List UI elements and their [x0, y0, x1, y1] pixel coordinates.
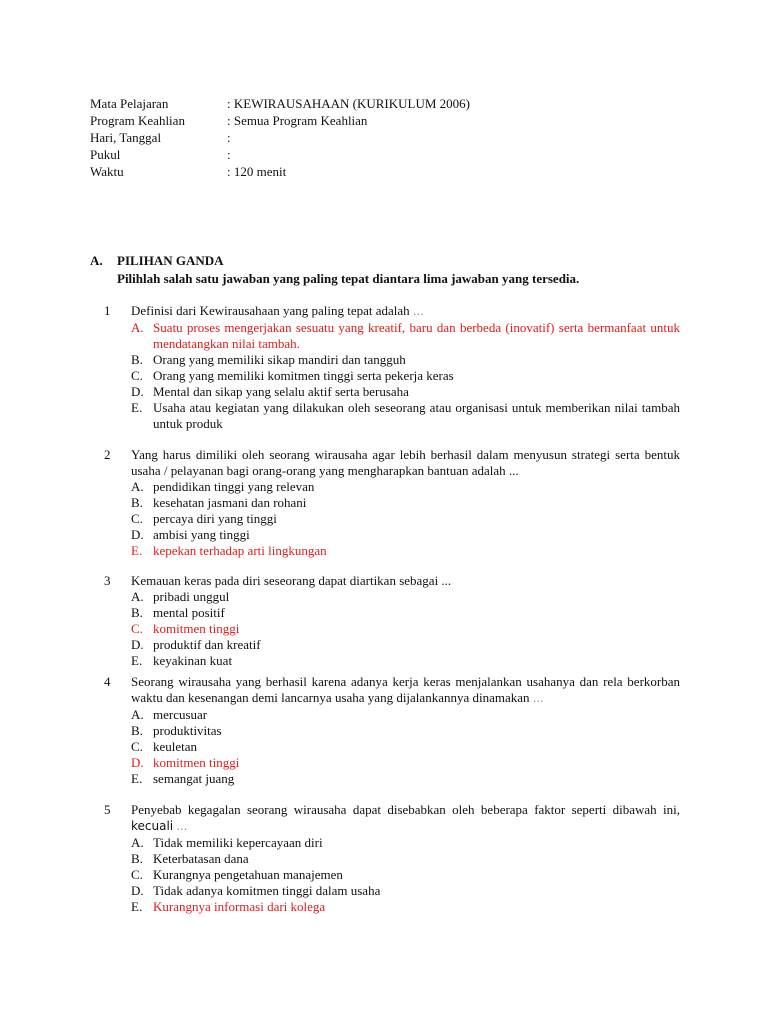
question-number: 3: [104, 573, 111, 588]
option-letter: C.: [131, 621, 143, 636]
option-text: pendidikan tinggi yang relevan: [153, 479, 315, 494]
question-exception-word: kecuali: [131, 819, 174, 833]
option-letter: C.: [131, 368, 143, 383]
option-letter: A.: [131, 320, 144, 335]
option-letter: E.: [131, 543, 143, 558]
option-letter: B.: [131, 851, 143, 866]
option-letter: E.: [131, 653, 143, 668]
section-title-row: [90, 253, 680, 269]
option-b: [131, 495, 680, 511]
option-letter: D.: [131, 637, 144, 652]
option-a: [131, 835, 680, 851]
header-label: Program Keahlian: [90, 113, 185, 128]
question-stem: [90, 447, 680, 479]
option-text: Keterbatasan dana: [153, 851, 249, 866]
header-label: Pukul: [90, 147, 121, 162]
question-text: Kemauan keras pada diri seseorang dapat diartikan sebagai ...: [131, 573, 452, 588]
option-letter: B.: [131, 495, 143, 510]
option-letter: A.: [131, 835, 144, 850]
header-row: [90, 113, 470, 130]
option-text: mental positif: [153, 605, 225, 620]
option-d: [131, 384, 680, 400]
option-text: ambisi yang tinggi: [153, 527, 250, 542]
question-ellipsis: …: [176, 820, 188, 833]
header-row: [90, 130, 470, 147]
option-list: [131, 707, 680, 787]
option-e: [131, 771, 680, 787]
header-value: : KEWIRAUSAHAAN (KURIKULUM 2006): [227, 96, 471, 111]
option-b: [131, 605, 680, 621]
question-number: 1: [104, 303, 111, 318]
option-list: [131, 479, 680, 559]
option-d: [131, 637, 680, 653]
header-label: Waktu: [90, 164, 124, 179]
question-text-main: Definisi dari Kewirausahaan yang paling tepat adalah: [131, 303, 410, 318]
question-ellipsis: …: [532, 692, 544, 705]
option-letter: C.: [131, 511, 143, 526]
option-text: Mental dan sikap yang selalu aktif serta berusaha: [153, 384, 409, 399]
option-text: keyakinan kuat: [153, 653, 233, 668]
option-letter: B.: [131, 352, 143, 367]
header-value: : Semua Program Keahlian: [227, 113, 368, 128]
option-b: [131, 352, 680, 368]
option-letter: D.: [131, 883, 144, 898]
option-c: [131, 511, 680, 527]
question-2: [90, 447, 680, 559]
option-text: Usaha atau kegiatan yang dilakukan oleh seseorang atau organisasi untuk memberikan nilai tambah untuk produk: [153, 400, 680, 431]
header-label: Hari, Tanggal: [90, 130, 162, 145]
question-3: [90, 573, 680, 669]
option-list: [131, 835, 680, 915]
option-text: pribadi unggul: [153, 589, 230, 604]
option-letter: E.: [131, 771, 143, 786]
option-letter: D.: [131, 527, 144, 542]
option-text: komitmen tinggi: [153, 755, 240, 770]
option-e: [131, 899, 680, 915]
option-letter: E.: [131, 899, 143, 914]
header-value: :: [227, 130, 231, 145]
option-text: percaya diri yang tinggi: [153, 511, 277, 526]
header-value: :: [227, 147, 231, 162]
option-c: [131, 739, 680, 755]
section-instruction: Pilihlah salah satu jawaban yang paling tepat diantara lima jawaban yang tersedia.: [117, 271, 580, 286]
question-text: [131, 674, 680, 707]
option-e: [131, 653, 680, 669]
question-text: [131, 802, 680, 835]
option-text: kesehatan jasmani dan rohani: [153, 495, 307, 510]
question-text-main: Penyebab kegagalan seorang wirausaha dapat disebabkan oleh beberapa faktor seperti dibawah ini,: [131, 802, 680, 817]
question-stem: [90, 674, 680, 707]
option-c-correct: [131, 621, 680, 637]
question-ellipsis: …: [412, 305, 424, 318]
option-a-correct: [131, 320, 680, 352]
option-text: Orang yang memiliki komitmen tinggi serta pekerja keras: [153, 368, 454, 383]
option-text: produktivitas: [153, 723, 222, 738]
option-text: Suatu proses mengerjakan sesuatu yang kreatif, baru dan berbeda (inovatif) serta bermanfaat untuk mendatangkan nilai tambah.: [153, 320, 680, 351]
question-text: Yang harus dimiliki oleh seorang wirausaha agar lebih berhasil dalam menyusun strategi serta bentuk usaha / pelayanan bagi orang-orang yang mengharapkan bantuan adalah ...: [131, 447, 680, 478]
option-letter: B.: [131, 723, 143, 738]
option-b: [131, 851, 680, 867]
option-text-correct: Kurangnya informasi dari kolega: [153, 899, 326, 914]
question-1: [90, 303, 680, 432]
section-letter: A.: [90, 253, 103, 268]
option-a: [131, 589, 680, 605]
question-stem: [90, 802, 680, 835]
option-e: [131, 400, 680, 432]
option-letter: A.: [131, 707, 144, 722]
question-5: [90, 802, 680, 915]
option-c: [131, 368, 680, 384]
option-text: Tidak adanya komitmen tinggi dalam usaha: [153, 883, 381, 898]
question-text: [131, 303, 680, 320]
option-letter: C.: [131, 739, 143, 754]
option-e-correct: [131, 543, 680, 559]
option-a: [131, 707, 680, 723]
option-text: Tidak memiliki kepercayaan diri: [153, 835, 323, 850]
question-stem: [90, 303, 680, 320]
option-letter: B.: [131, 605, 143, 620]
question-stem: [90, 573, 680, 589]
question-number: 2: [104, 447, 111, 462]
option-a: [131, 479, 680, 495]
option-list: [131, 589, 680, 669]
option-text: keuletan: [153, 739, 198, 754]
option-letter: D.: [131, 384, 144, 399]
option-b: [131, 723, 680, 739]
question-text-main: Seorang wirausaha yang berhasil karena adanya kerja keras menjalankan usahanya dan rela berkorban waktu dan kesenangan demi lancarnya usaha yang dijalankannya dinamakan: [131, 674, 680, 705]
exam-header: [90, 96, 470, 181]
option-letter: E.: [131, 400, 143, 415]
header-value: : 120 menit: [227, 164, 287, 179]
option-c: [131, 867, 680, 883]
question-4: [90, 674, 680, 787]
option-letter: A.: [131, 479, 144, 494]
option-text: mercusuar: [153, 707, 208, 722]
section-title: PILIHAN GANDA: [117, 253, 224, 268]
option-letter: C.: [131, 867, 143, 882]
option-text: kepekan terhadap arti lingkungan: [153, 543, 327, 558]
header-row: [90, 96, 470, 113]
header-label: Mata Pelajaran: [90, 96, 169, 111]
header-row: [90, 164, 470, 181]
option-d: [131, 527, 680, 543]
option-list: [131, 320, 680, 432]
option-text: komitmen tinggi: [153, 621, 240, 636]
section-heading: [90, 253, 680, 287]
option-text: semangat juang: [153, 771, 235, 786]
option-letter: A.: [131, 589, 144, 604]
header-row: [90, 147, 470, 164]
option-text: Orang yang memiliki sikap mandiri dan tangguh: [153, 352, 406, 367]
question-number: 5: [104, 802, 111, 817]
option-text: Kurangnya pengetahuan manajemen: [153, 867, 343, 882]
option-d-correct: [131, 755, 680, 771]
question-number: 4: [104, 674, 111, 689]
option-text: produktif dan kreatif: [153, 637, 261, 652]
option-d: [131, 883, 680, 899]
option-letter: D.: [131, 755, 144, 770]
